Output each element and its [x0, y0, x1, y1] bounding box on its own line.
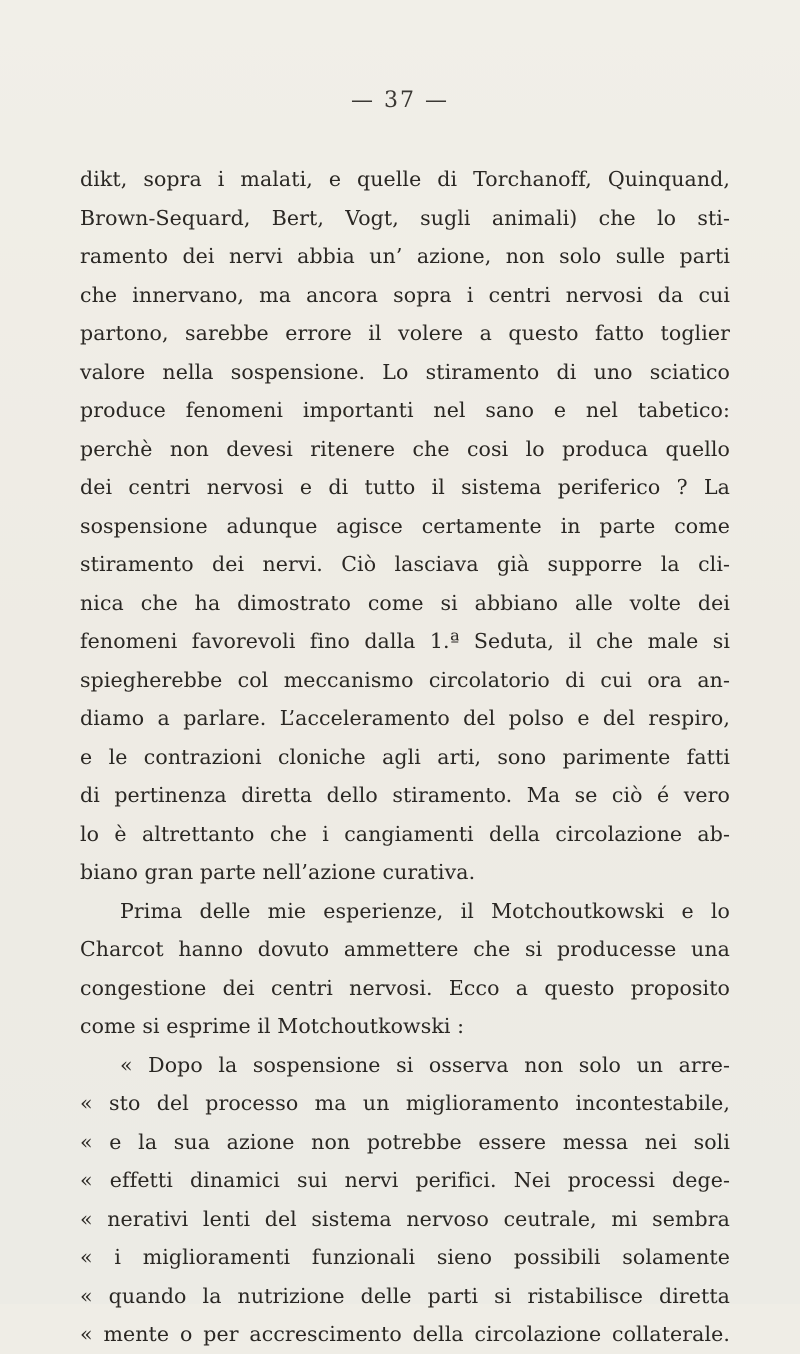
quote-line: « i miglioramenti funzionali sieno possibili solamente — [80, 1245, 730, 1269]
text-line: Prima delle mie esperienze, il Motchoutkowski e lo — [120, 898, 730, 923]
quote-line: « quando la nutrizione delle parti si ristabilisce diretta — [80, 1283, 730, 1308]
text-line: e le contrazioni cloniche agli arti, sono parimente fatti — [80, 744, 730, 769]
page-number: — 37 — — [351, 88, 449, 113]
text-line: di pertinenza diretta dello stiramento. Ma se ciò é vero — [80, 783, 730, 807]
text-line: biano gran parte nell’azione curativa. — [80, 860, 476, 884]
text-line: Charcot hanno dovuto ammettere che si producesse una — [80, 937, 730, 961]
text-line: partono, sarebbe errore il volere a questo fatto toglier — [80, 321, 730, 345]
text-line: diamo a parlare. L’acceleramento del polso e del respiro, — [80, 706, 730, 730]
text-line: come si esprime il Motchoutkowski : — [80, 1014, 465, 1038]
text-line: spiegherebbe col meccanismo circolatorio di cui ora an- — [80, 667, 730, 692]
text-line: nica che ha dimostrato come si abbiano alle volte dei — [80, 590, 730, 615]
text-line: Brown-Sequard, Bert, Vogt, sugli animali) che lo sti- — [80, 205, 730, 230]
text-line: fenomeni favorevoli fino dalla 1.ª Seduta, il che male si — [80, 629, 730, 653]
quote-line: « mente o per accrescimento della circolazione collaterale. — [80, 1322, 730, 1346]
quote-line: « nerativi lenti del sistema nervoso ceutrale, mi sembra — [80, 1206, 730, 1231]
text-line: dikt, sopra i malati, e quelle di Torchanoff, Quinquand, — [80, 167, 730, 191]
text-line: valore nella sospensione. Lo stiramento di uno sciatico — [80, 359, 730, 384]
text-line: dei centri nervosi e di tutto il sistema periferico ? La — [80, 475, 730, 499]
text-line: lo è altrettanto che i cangiamenti della circolazione ab- — [80, 821, 730, 846]
text-line: perchè non devesi ritenere che cosi lo produca quello — [80, 436, 730, 461]
text-line: congestione dei centri nervosi. Ecco a questo proposito — [80, 975, 730, 1000]
text-line: sospensione adunque agisce certamente in parte come — [80, 513, 730, 538]
text-line: ramento dei nervi abbia un’ azione, non solo sulle parti — [80, 244, 730, 268]
quote-line: « e la sua azione non potrebbe essere messa nei soli — [80, 1129, 730, 1154]
text-line: stiramento dei nervi. Ciò lasciava già supporre la cli- — [80, 552, 730, 576]
quote-line: « sto del processo ma un miglioramento incontestabile, — [80, 1091, 730, 1115]
quote-line: « Dopo la sospensione si osserva non solo un arre- — [120, 1052, 730, 1077]
body-text — [80, 160, 730, 1354]
text-line: produce fenomeni importanti nel sano e nel tabetico: — [80, 398, 730, 422]
quote-line: « effetti dinamici sui nervi perifici. Nei processi dege- — [80, 1168, 730, 1192]
text-line: che innervano, ma ancora sopra i centri nervosi da cui — [80, 282, 730, 307]
